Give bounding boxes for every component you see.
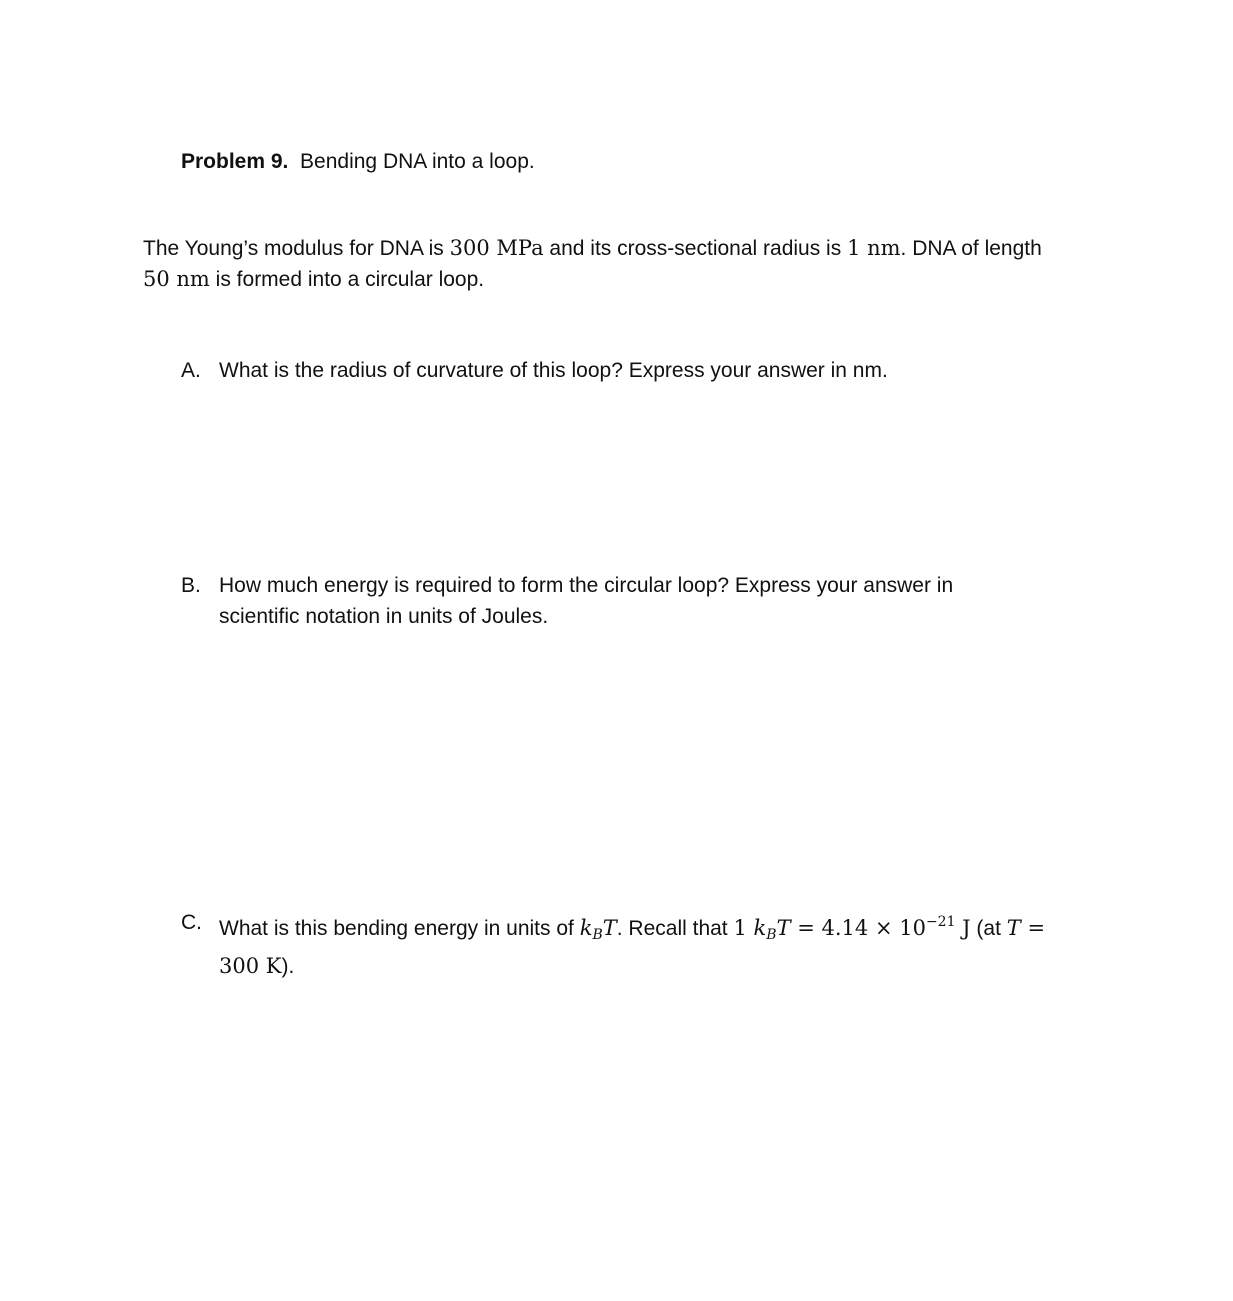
question-c-label: C. [181, 911, 202, 934]
temp-value: 300 K [219, 954, 282, 978]
recall-subscript: B [766, 927, 777, 943]
recall-exponent: −21 [925, 914, 956, 930]
recall-one: 1 [733, 916, 754, 940]
question-a [181, 355, 1131, 386]
recall-unit: J [955, 916, 971, 940]
temp-t: T [1006, 916, 1021, 940]
question-b [181, 570, 1131, 632]
intro-radius-value: 1 nm [847, 236, 901, 260]
kbt-t: T [602, 916, 617, 940]
intro-length-value: 50 nm [143, 267, 210, 291]
problem-title: Bending DNA into a loop. [300, 150, 535, 173]
temp-equals: = [1020, 916, 1046, 940]
question-c-text [219, 907, 1131, 982]
intro-text-3: . DNA of length [900, 237, 1042, 260]
question-a-text: What is the radius of curvature of this loop? Express your answer in nm. [219, 359, 888, 382]
kbt-k: k [579, 916, 593, 940]
recall-equation: = 4.14 × 10 [790, 916, 926, 940]
problem-label: Problem 9. [181, 150, 289, 173]
intro-text-1: The Young’s modulus for DNA is [143, 237, 450, 260]
kbt-subscript: B [592, 927, 603, 943]
intro-text-4: is formed into a circular loop. [209, 268, 485, 291]
question-b-label: B. [181, 574, 201, 597]
question-c-text-1: What is this bending energy in units of [219, 917, 580, 940]
recall-t: T [776, 916, 791, 940]
question-c-text-5: ). [281, 955, 295, 978]
problem-intro [143, 233, 1123, 295]
question-b-text: How much energy is required to form the circular loop? Express your answer in scientific notation in units of Joules. [219, 574, 954, 628]
intro-text-2: and its cross-sectional radius is [543, 237, 848, 260]
question-c-text-3: (at [970, 917, 1007, 940]
question-a-label: A. [181, 359, 201, 382]
recall-k: k [753, 916, 767, 940]
problem-heading [181, 150, 535, 174]
question-c [181, 907, 1131, 982]
intro-modulus-value: 300 MPa [449, 236, 544, 260]
question-c-text-2: . Recall that [616, 917, 734, 940]
